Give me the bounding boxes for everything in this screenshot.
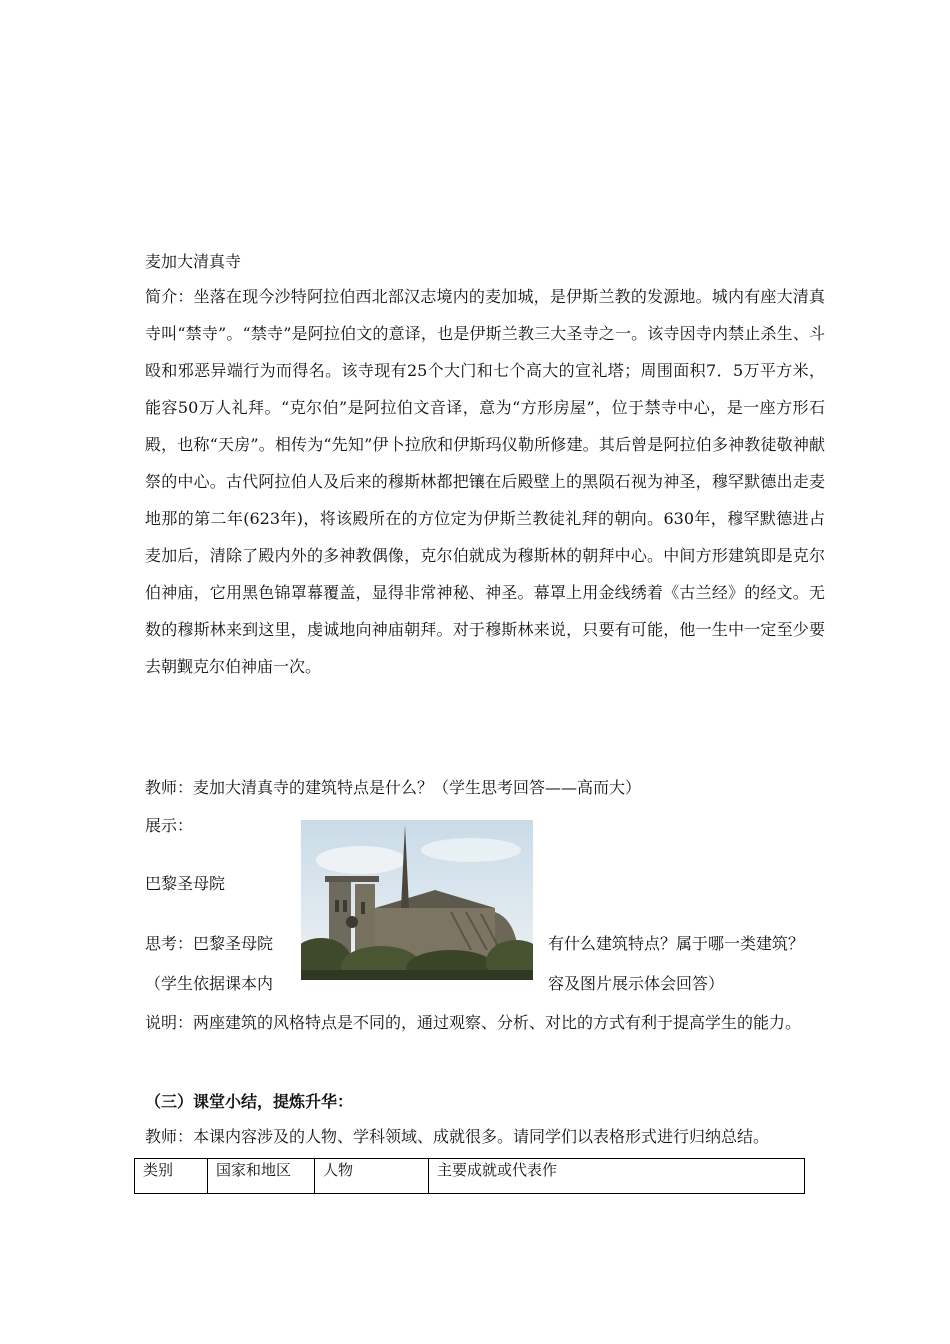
- section-title: 麦加大清真寺: [145, 252, 242, 271]
- cathedral-illustration: [301, 820, 533, 980]
- section-heading: （三）课堂小结，提炼升华：: [145, 1092, 354, 1111]
- intro-paragraph: 简介：坐落在现今沙特阿拉伯西北部汉志境内的麦加城，是伊斯兰教的发源地。城内有座大清真寺叫“禁寺”。“禁寺”是阿拉伯文的意译，也是伊斯兰教三大圣寺之一。该寺因寺内禁止杀生、斗殴和邪恶异端行为而得名。该寺现有25个大门和七个高大的宣礼塔；周围面积7．5万平方米，能容50万人礼拜。“克尔伯”是阿拉伯文音译，意为“方形房屋”，位于禁寺中心，是一座方形石殿，也称“天房”。相传为“先知”伊卜拉欣和伊斯玛仪勒所修建。其后曾是阿拉伯多神教徒敬神献祭的中心。古代阿拉伯人及后来的穆斯林都把镶在后殿壁上的黑陨石视为神圣，穆罕默德出走麦地那的第二年(623年)，将该殿所在的方位定为伊斯兰教徒礼拜的朝向。630年，穆罕默德进占麦加后，清除了殿内外的多神教偶像，克尔伯就成为穆斯林的朝拜中心。中间方形建筑即是克尔伯神庙，它用黑色锦罩幕覆盖，显得非常神秘、神圣。幕罩上用金线绣着《古兰经》的经文。无数的穆斯林来到这里，虔诚地向神庙朝拜。对于穆斯林来说，只要有可能，他一生中一定至少要去朝觐克尔伯神庙一次。: [145, 287, 825, 676]
- show-label: 展示：: [145, 816, 194, 835]
- image-caption: 巴黎圣母院: [145, 874, 226, 893]
- think-question-left: 思考：巴黎圣母院: [145, 934, 274, 953]
- table-header-cell: 主要成就或代表作: [429, 1159, 805, 1194]
- table-header-cell: 人物: [315, 1159, 429, 1194]
- teacher-summary: 教师：本课内容涉及的人物、学科领域、成就很多。请同学们以表格形式进行归纳总结。: [145, 1127, 770, 1146]
- think-question-right: 有什么建筑特点？属于哪一类建筑？: [548, 934, 805, 953]
- table-header-row: [135, 1159, 805, 1194]
- explanation-paragraph: 说明：两座建筑的风格特点是不同的，通过观察、分析、对比的方式有利于提高学生的能力。: [145, 1013, 802, 1032]
- note-left: （学生依据课本内: [145, 974, 274, 993]
- note-right: 容及图片展示体会回答）: [548, 974, 725, 993]
- table-header-cell: 国家和地区: [208, 1159, 315, 1194]
- teacher-question: 教师：麦加大清真寺的建筑特点是什么？（学生思考回答——高而大）: [145, 778, 642, 797]
- table-header-cell: 类别: [135, 1159, 208, 1194]
- notre-dame-photo: [301, 820, 533, 980]
- summary-table: [134, 1158, 805, 1194]
